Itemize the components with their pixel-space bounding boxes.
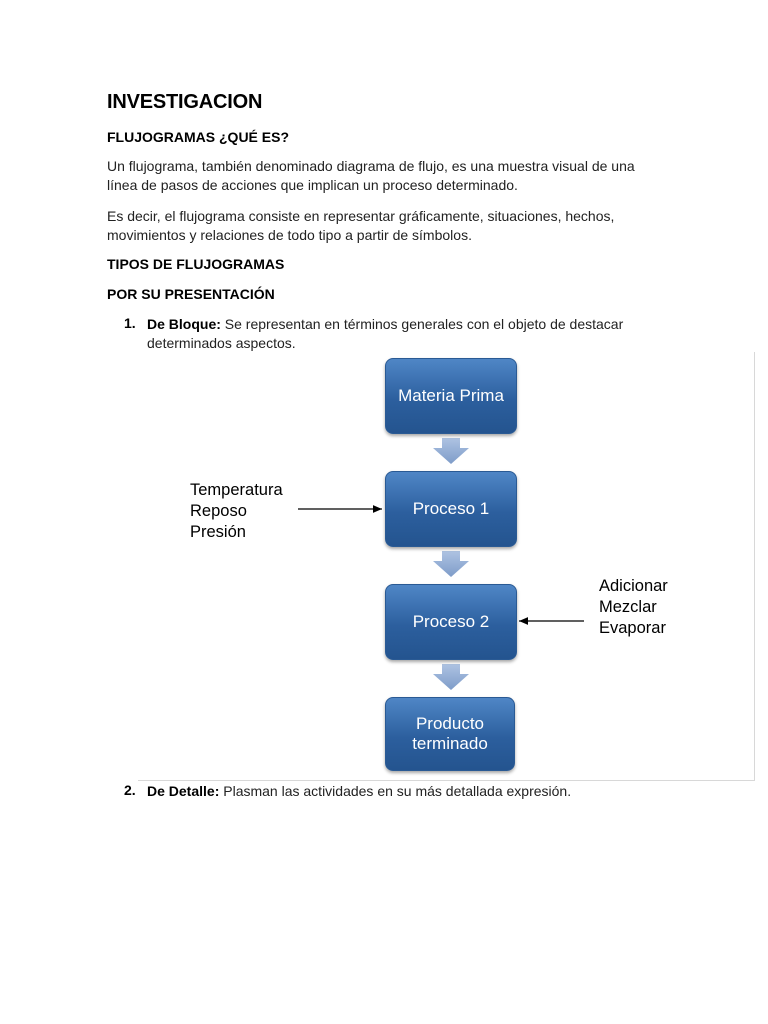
input-label: Temperatura: [190, 481, 283, 499]
section-heading-presentacion: POR SU PRESENTACIÓN: [107, 286, 275, 302]
paragraph-explanation: Es decir, el flujograma consiste en representar gráficamente, situaciones, hechos, movimientos y relaciones de todo tipo a partir de símbolos.: [107, 208, 615, 243]
section-heading-que-es: FLUJOGRAMAS ¿QUÉ ES?: [107, 129, 290, 145]
list-number-1: 1.: [124, 315, 136, 331]
flow-box-materia-prima: [385, 358, 517, 434]
flow-box-proceso-2: [385, 584, 517, 660]
list-label-de-bloque: De Bloque:: [147, 316, 221, 332]
input-label: Presión: [190, 523, 246, 541]
list-text-de-detalle: Plasman las actividades en su más detallada expresión.: [219, 783, 572, 799]
page-title: INVESTIGACION: [107, 91, 263, 113]
list-label-de-detalle: De Detalle:: [147, 783, 220, 799]
right-inputs-list: [599, 576, 668, 639]
down-arrow-3: [433, 664, 469, 690]
flow-box-label: Producto terminado: [412, 714, 488, 753]
down-arrow-1: [433, 438, 469, 464]
flow-box-label: Proceso 1: [412, 499, 490, 518]
list-item-de-detalle: [147, 782, 667, 801]
left-inputs-list: [190, 480, 283, 543]
paragraph-definition: Un flujograma, también denominado diagrama de flujo, es una muestra visual de una línea de pasos de acciones que implican un proceso determinado.: [107, 158, 635, 193]
down-arrow-2: [433, 551, 469, 577]
flow-box-producto-terminado: [385, 697, 515, 771]
flow-box-label: Proceso 2: [412, 612, 490, 631]
input-label: Adicionar: [599, 577, 668, 595]
input-label: Evaporar: [599, 619, 666, 637]
input-label: Reposo: [190, 502, 247, 520]
list-text-de-bloque: Se representan en términos generales con el objeto de destacar determinados aspectos.: [147, 316, 624, 351]
section-heading-tipos: TIPOS DE FLUJOGRAMAS: [107, 256, 285, 272]
list-number-2: 2.: [124, 782, 136, 798]
flow-box-proceso-1: [385, 471, 517, 547]
flow-box-label: Materia Prima: [398, 386, 504, 405]
input-label: Mezclar: [599, 598, 657, 616]
